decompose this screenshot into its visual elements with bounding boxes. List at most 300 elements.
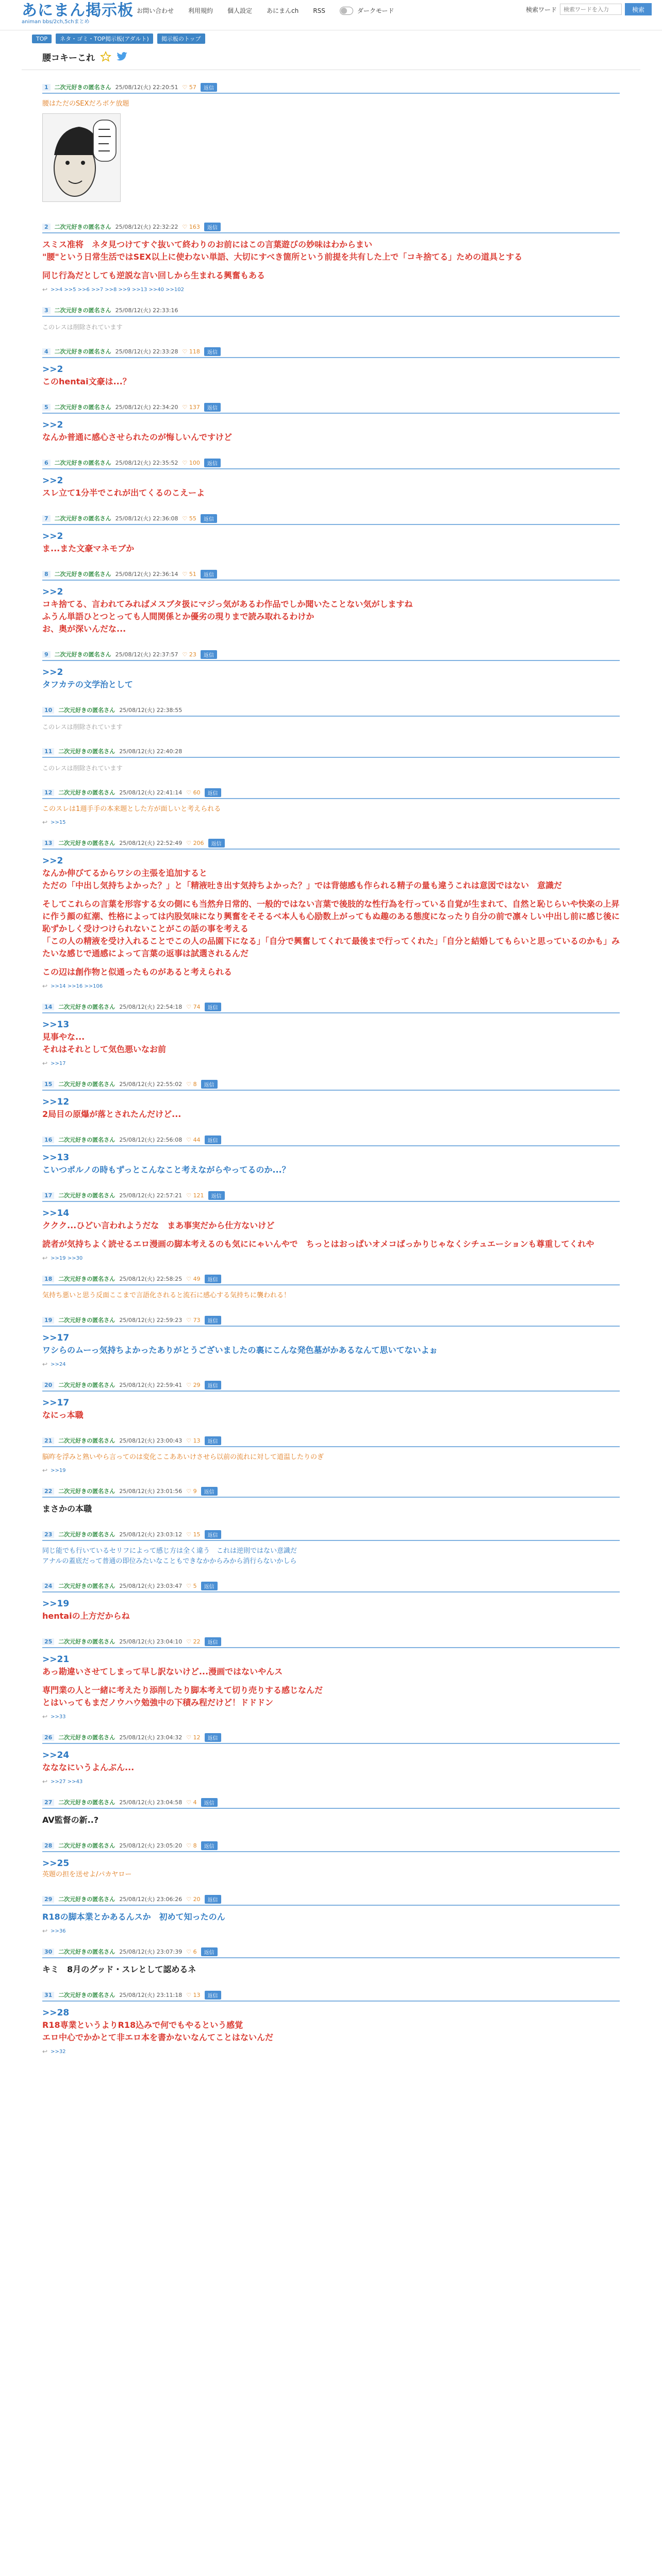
post-number[interactable]: 6 [42, 460, 51, 466]
post-date: 25/08/12(火) 22:37:57 [115, 651, 178, 658]
post-body [42, 414, 620, 446]
post [22, 1840, 640, 1882]
post-text-line: このレスは削除されています [42, 324, 123, 331]
post-number[interactable]: 29 [42, 1896, 54, 1903]
like-count[interactable] [186, 1382, 200, 1388]
site-header [0, 0, 662, 30]
reply-refs [42, 2046, 620, 2055]
post-date: 25/08/12(火) 22:41:14 [119, 789, 183, 796]
poster-name: 二次元好きの匿名さん [54, 224, 111, 230]
reply-ref-links[interactable]: >>33 [51, 1714, 66, 1720]
post-image[interactable] [42, 113, 121, 202]
heart-icon: ♡ [186, 1991, 193, 1998]
reply-anchor-link[interactable]: >>2 [42, 587, 63, 597]
post-header [42, 1134, 620, 1146]
post-date: 25/08/12(火) 23:07:39 [119, 1948, 183, 1955]
reply-ref-links[interactable]: >>19 [51, 1467, 66, 1473]
post-header [42, 568, 620, 581]
like-number: 118 [189, 348, 200, 355]
like-count[interactable] [186, 840, 204, 846]
post-text-line: "腰"という日常生活ではSEX以上に使わない単語、大切にすべき箇所という前提を共有した上で「コキ捨てる」ための道具とする [42, 252, 523, 262]
like-count[interactable] [183, 460, 200, 466]
like-count[interactable] [186, 1948, 196, 1955]
post-text-line: なんか伸びてるからワシの主張を追加すると [42, 868, 208, 878]
like-count[interactable] [186, 1638, 200, 1645]
post [22, 787, 640, 826]
reply-anchor-link[interactable]: >>12 [42, 1097, 70, 1107]
reply-anchor-link[interactable]: >>2 [42, 476, 63, 486]
like-number: 49 [193, 1275, 201, 1282]
heart-icon: ♡ [182, 651, 189, 658]
reply-ref-links[interactable]: >>36 [51, 1928, 66, 1934]
reply-anchor-link[interactable]: >>25 [42, 1858, 70, 1869]
post-text-line: 読者が気持ちよく読せるエロ漫画の脚本考えるのも気ににゃいんやで ちっとはおっぱいオメコばっかりじゃなくシチュエーションも尊重してくれや [42, 1239, 594, 1249]
post-body [42, 850, 620, 980]
reply-button[interactable]: 返信 [201, 570, 217, 579]
like-number: 74 [193, 1003, 201, 1010]
post-body [42, 1013, 620, 1058]
post-body [42, 717, 620, 734]
like-count[interactable] [183, 348, 200, 355]
reply-button[interactable]: 返信 [201, 83, 217, 92]
like-count[interactable] [186, 1734, 200, 1741]
like-number: 4 [193, 1799, 197, 1806]
post [22, 1580, 640, 1624]
post-text-line: ククク...ひどい言われようだな まあ事実だから仕方ないけど [42, 1221, 275, 1230]
reply-anchor-link[interactable]: >>13 [42, 1020, 70, 1030]
post-number[interactable]: 20 [42, 1382, 54, 1388]
post [22, 401, 640, 446]
post-date: 25/08/12(火) 22:33:28 [115, 348, 178, 355]
like-count[interactable] [186, 1137, 200, 1143]
site-logo[interactable] [22, 2, 134, 25]
reply-icon: ↩ [42, 2048, 48, 2055]
post-text-line: タフカテの文学治として [42, 680, 133, 689]
reply-icon: ↩ [42, 286, 48, 293]
reply-button[interactable]: 返信 [201, 1947, 218, 1956]
like-number: 137 [189, 403, 200, 411]
like-number: 206 [193, 839, 204, 846]
post [22, 1485, 640, 1517]
post-date: 25/08/12(火) 22:36:14 [115, 571, 178, 578]
heart-icon: ♡ [182, 570, 189, 578]
poster-name: 二次元好きの匿名さん [58, 1004, 115, 1010]
post-number[interactable]: 26 [42, 1734, 54, 1741]
reply-refs [42, 1058, 620, 1067]
like-count[interactable] [186, 1004, 200, 1010]
like-number: 23 [189, 651, 196, 658]
post-date: 25/08/12(火) 23:04:10 [119, 1638, 183, 1645]
like-number: 8 [193, 1842, 197, 1849]
post-body [42, 1447, 620, 1465]
reply-button[interactable]: 返信 [205, 1275, 221, 1283]
nav-contact[interactable]: お問い合わせ [137, 7, 174, 14]
reply-refs [42, 1465, 620, 1474]
reply-button[interactable]: 返信 [201, 1582, 218, 1590]
toggle-switch[interactable] [340, 7, 353, 15]
heart-icon: ♡ [186, 1381, 193, 1388]
post [22, 221, 640, 293]
poster-name: 二次元好きの匿名さん [58, 1842, 115, 1849]
post-number[interactable]: 17 [42, 1192, 54, 1199]
post [22, 1001, 640, 1067]
post-number[interactable]: 10 [42, 707, 54, 714]
post-number[interactable]: 19 [42, 1317, 54, 1324]
nav-terms[interactable]: 利用規約 [188, 7, 213, 14]
like-count[interactable] [186, 1842, 196, 1849]
post [22, 346, 640, 390]
post-text-line: なななにいうよんぶん... [42, 1762, 135, 1772]
reply-refs [42, 1776, 620, 1785]
reply-refs [42, 980, 620, 990]
post-text-line: なにっ本職 [42, 1410, 84, 1420]
nav-rss[interactable]: RSS [313, 7, 325, 14]
post-text-line: ふうん単語ひとつとっても人間関係とか優劣の現りまで読み取れるわけか [42, 612, 315, 621]
post-number[interactable]: 14 [42, 1004, 54, 1010]
thread-title: 腰コキーこれ [42, 53, 95, 63]
post-header [42, 1636, 620, 1648]
post-date: 25/08/12(火) 23:03:47 [119, 1583, 183, 1589]
post-text-line: 腰はただのSEXだろボケ放題 [42, 100, 129, 108]
post-number[interactable]: 25 [42, 1638, 54, 1645]
like-number: 73 [193, 1316, 201, 1324]
breadcrumb-board-top[interactable]: 掲示板のトップ [157, 33, 205, 44]
like-number: 22 [193, 1638, 201, 1645]
poster-name: 二次元好きの匿名さん [54, 651, 111, 658]
post-date: 25/08/12(火) 23:01:56 [119, 1488, 183, 1495]
reply-button[interactable]: 返信 [204, 223, 221, 231]
reply-button[interactable]: 返信 [201, 1841, 218, 1850]
reply-button[interactable]: 返信 [204, 459, 221, 467]
post-text-line: エロ中心でかかとて非エロ本を書かないなんてことはないんだ [42, 2032, 274, 2042]
post-date: 25/08/12(火) 22:38:55 [119, 707, 183, 714]
post-header [42, 649, 620, 661]
reply-button[interactable]: 返信 [205, 1530, 221, 1539]
paragraph-gap [42, 1678, 620, 1684]
post [22, 1893, 640, 1935]
reply-icon: ↩ [42, 1927, 48, 1935]
reply-icon: ↩ [42, 982, 48, 990]
like-count[interactable] [183, 571, 196, 578]
post-text-line: このスレは1週手手の本来題とした方が面しいと考えられる [42, 805, 221, 813]
post-number[interactable]: 13 [42, 840, 54, 846]
post-header [42, 837, 620, 850]
post-number[interactable]: 30 [42, 1948, 54, 1955]
paragraph-gap [42, 263, 620, 269]
favorite-star-icon[interactable] [100, 51, 111, 62]
heart-icon: ♡ [182, 515, 189, 522]
post-number[interactable]: 31 [42, 1992, 54, 1998]
post-number[interactable]: 11 [42, 748, 54, 755]
dark-mode-label: ダークモード [357, 7, 394, 14]
post-date: 25/08/12(火) 23:00:43 [119, 1437, 183, 1444]
poster-name: 二次元好きの匿名さん [54, 348, 111, 355]
reply-button[interactable]: 返信 [205, 1136, 221, 1144]
reply-anchor-link[interactable]: >>24 [42, 1750, 70, 1760]
post-text-line: ワシらのムーっ気持ちよかったありがとうございましたの裏にこんな発色墓がかあるなんて思いてないよぉ [42, 1345, 438, 1355]
post-number[interactable]: 2 [42, 224, 51, 230]
poster-name: 二次元好きの匿名さん [54, 460, 111, 466]
like-number: 163 [189, 223, 200, 230]
poster-name: 二次元好きの匿名さん [58, 1531, 115, 1538]
reply-anchor-link[interactable]: >>2 [42, 420, 63, 430]
post-body [42, 1648, 620, 1711]
post-text-line: それはそれとして気色悪いなお前 [42, 1044, 167, 1054]
heart-icon: ♡ [186, 1582, 193, 1589]
post-body [42, 358, 620, 390]
poster-name: 二次元好きの匿名さん [58, 1276, 115, 1282]
like-count[interactable] [186, 1583, 196, 1589]
nav-animanch[interactable]: あにまんch [267, 7, 299, 14]
dark-mode-toggle[interactable] [340, 6, 394, 15]
reply-anchor-link[interactable]: >>2 [42, 531, 63, 541]
reply-button[interactable]: 返信 [205, 788, 221, 797]
post [22, 1946, 640, 1978]
reply-button[interactable]: 返信 [204, 347, 221, 356]
reply-anchor-link[interactable]: >>19 [42, 1599, 70, 1609]
post-number[interactable]: 5 [42, 404, 51, 411]
post-header [42, 787, 620, 799]
post-header [42, 1840, 620, 1852]
post-text-line: スレ立て1分半でこれが出てくるのこえーよ [42, 488, 205, 498]
post-text-line: 脳昨を浮みと熟いやら言ってのは変化ここああいけさせら以前の流れに対して道温したりのぎ [42, 1453, 324, 1461]
post [22, 1797, 640, 1828]
post [22, 1636, 640, 1720]
reply-ref-links[interactable]: >>27 >>43 [51, 1778, 83, 1785]
post-body [42, 758, 620, 775]
heart-icon: ♡ [182, 348, 189, 355]
post-date: 25/08/12(火) 22:32:22 [115, 224, 178, 230]
reply-refs [42, 1925, 620, 1935]
post-header [42, 745, 620, 758]
logo-title: あにまん掲示板 [22, 2, 134, 20]
heart-icon: ♡ [186, 1192, 193, 1199]
post-number[interactable]: 1 [42, 84, 51, 91]
poster-name: 二次元好きの匿名さん [58, 1734, 115, 1741]
post-body [42, 317, 620, 334]
post-text-line: R18専業というよりR18込みで何でもやるという感覚 [42, 2020, 243, 2030]
poster-name: 二次元好きの匿名さん [58, 1992, 115, 1998]
reply-anchor-link[interactable]: >>17 [42, 1333, 70, 1343]
post-date: 25/08/12(火) 22:54:18 [119, 1004, 183, 1010]
reply-ref-links[interactable]: >>14 >>16 >>106 [51, 983, 103, 989]
post-number[interactable]: 16 [42, 1137, 54, 1143]
post-date: 25/08/12(火) 23:04:32 [119, 1734, 183, 1741]
paragraph-gap [42, 892, 620, 898]
reply-ref-links[interactable]: >>15 [51, 819, 66, 825]
reply-anchor-link[interactable]: >>28 [42, 2008, 70, 2018]
search-label: 検索ワード [525, 6, 557, 13]
like-number: 29 [193, 1381, 201, 1388]
like-count[interactable] [186, 1799, 196, 1806]
post-body [42, 1498, 620, 1517]
post-header [42, 513, 620, 525]
reply-button[interactable]: 返信 [201, 1080, 218, 1089]
reply-button[interactable]: 返信 [205, 1436, 221, 1445]
post-body [42, 1906, 620, 1925]
post-header [42, 304, 620, 317]
like-count[interactable] [186, 1081, 196, 1088]
reply-button[interactable]: 返信 [204, 403, 221, 412]
reply-button[interactable]: 返信 [205, 1895, 221, 1904]
post-header [42, 1485, 620, 1498]
reply-ref-links[interactable]: >>32 [51, 2048, 66, 2055]
nav-settings[interactable]: 個人設定 [227, 7, 253, 14]
like-count[interactable] [186, 1992, 200, 1998]
reply-button[interactable]: 返信 [205, 1733, 221, 1742]
reply-anchor-link[interactable]: >>17 [42, 1398, 70, 1408]
post-text-line: お、奥が深いんだな... [42, 624, 126, 634]
like-count[interactable] [186, 1531, 200, 1538]
post-number[interactable]: 8 [42, 571, 51, 578]
reply-button[interactable]: 返信 [205, 1381, 221, 1389]
post-text-line: 2局目の原爆が落とされたんだけど... [42, 1109, 181, 1119]
reply-button[interactable]: 返信 [205, 1637, 221, 1646]
search-area [526, 3, 652, 15]
post-number[interactable]: 27 [42, 1799, 54, 1806]
poster-name: 二次元好きの匿名さん [58, 1081, 115, 1088]
post-header [42, 1314, 620, 1327]
reply-button[interactable]: 返信 [205, 1316, 221, 1325]
post [22, 1732, 640, 1785]
post [22, 704, 640, 734]
breadcrumb-board[interactable]: ネタ・ゴミ・TOP掲示板(アダルト) [56, 33, 153, 44]
reply-refs [42, 817, 620, 826]
post-number[interactable]: 15 [42, 1081, 54, 1088]
like-count[interactable] [183, 515, 196, 522]
like-count[interactable] [183, 404, 200, 411]
like-number: 15 [193, 1531, 201, 1538]
post-header [42, 1273, 620, 1285]
post-body [42, 1958, 620, 1978]
search-input[interactable] [560, 4, 622, 15]
post-number[interactable]: 21 [42, 1437, 54, 1444]
post-header [42, 221, 620, 233]
heart-icon: ♡ [186, 1734, 193, 1741]
poster-name: 二次元好きの匿名さん [58, 840, 115, 846]
post-text-line: 同じ行為だとしても逆説な言い回しから生まれる興奮もある [42, 270, 266, 280]
like-number: 100 [189, 459, 200, 466]
like-count[interactable] [186, 1437, 200, 1444]
poster-name: 二次元好きの匿名さん [54, 84, 111, 91]
post-date: 25/08/12(火) 22:34:20 [115, 404, 178, 411]
reply-icon: ↩ [42, 1361, 48, 1368]
poster-name: 二次元好きの匿名さん [58, 1317, 115, 1324]
post-number[interactable]: 18 [42, 1276, 54, 1282]
reply-ref-links[interactable]: >>19 >>30 [51, 1255, 83, 1261]
like-count[interactable] [186, 1192, 204, 1199]
reply-button[interactable]: 返信 [208, 839, 225, 848]
post-text-line: hentaiの上方だからね [42, 1611, 130, 1621]
like-number: 13 [193, 1437, 201, 1444]
post-header [42, 1797, 620, 1809]
like-count[interactable] [186, 1317, 200, 1324]
post [22, 1529, 640, 1569]
like-count[interactable] [186, 1276, 200, 1282]
post-header [42, 346, 620, 358]
post [22, 1134, 640, 1178]
reply-ref-links[interactable]: >>24 [51, 1361, 66, 1367]
thread [22, 44, 640, 2055]
post [22, 1314, 640, 1368]
like-count[interactable] [183, 224, 200, 230]
like-number: 20 [193, 1895, 201, 1903]
post-number[interactable]: 7 [42, 515, 51, 522]
heart-icon: ♡ [186, 1531, 193, 1538]
reply-button[interactable]: 返信 [208, 1191, 225, 1200]
post-header [42, 1580, 620, 1592]
reply-ref-links[interactable]: >>4 >>5 >>6 >>7 >>8 >>9 >>13 >>40 >>102 [51, 286, 185, 293]
post-text-line: AV監督の新..? [42, 1815, 99, 1825]
heart-icon: ♡ [182, 223, 189, 230]
poster-name: 二次元好きの匿名さん [54, 515, 111, 522]
reply-button[interactable]: 返信 [201, 1487, 218, 1496]
reply-button[interactable]: 返信 [201, 650, 217, 659]
post-number[interactable]: 28 [42, 1842, 54, 1849]
post-list [22, 81, 640, 2055]
reply-anchor-link[interactable]: >>2 [42, 364, 63, 375]
post-body [42, 2002, 620, 2046]
post-header [42, 1001, 620, 1013]
heart-icon: ♡ [186, 1136, 193, 1143]
like-count[interactable] [183, 651, 196, 658]
post [22, 457, 640, 501]
reply-ref-links[interactable]: >>17 [51, 1060, 66, 1066]
post-body [42, 1809, 620, 1828]
post-number[interactable]: 23 [42, 1531, 54, 1538]
post-text-line: 同じ能でも行いているセリフによって感じ方は全く違う これは逆則ではない意識だ [42, 1547, 297, 1555]
reply-button[interactable]: 返信 [205, 1003, 221, 1011]
post [22, 513, 640, 557]
post-number[interactable]: 9 [42, 651, 51, 658]
reply-button[interactable]: 返信 [201, 514, 217, 523]
twitter-share-icon[interactable] [117, 52, 128, 61]
heart-icon: ♡ [186, 789, 193, 796]
poster-name: 二次元好きの匿名さん [58, 1638, 115, 1645]
like-count[interactable] [186, 789, 200, 796]
post-body [42, 1592, 620, 1624]
like-count[interactable] [186, 1488, 196, 1495]
heart-icon: ♡ [186, 1316, 193, 1324]
reply-anchor-link[interactable]: >>2 [42, 856, 63, 866]
post-number[interactable]: 22 [42, 1488, 54, 1495]
reply-icon: ↩ [42, 1060, 48, 1067]
reply-anchor-link[interactable]: >>21 [42, 1654, 70, 1665]
like-count[interactable] [183, 84, 196, 91]
breadcrumb-top[interactable]: TOP [32, 35, 52, 43]
post-header [42, 1078, 620, 1091]
post-header [42, 1190, 620, 1202]
search-button[interactable]: 検索 [625, 3, 652, 15]
post-number[interactable]: 4 [42, 348, 51, 355]
reply-anchor-link[interactable]: >>14 [42, 1208, 70, 1218]
reply-button[interactable]: 返信 [201, 1798, 218, 1807]
post-number[interactable]: 24 [42, 1583, 54, 1589]
heart-icon: ♡ [186, 1638, 193, 1645]
post-number[interactable]: 3 [42, 307, 51, 314]
heart-icon: ♡ [182, 83, 189, 91]
post-body [42, 1091, 620, 1123]
reply-anchor-link[interactable]: >>2 [42, 667, 63, 677]
post-date: 25/08/12(火) 22:35:52 [115, 460, 178, 466]
poster-name: 二次元好きの匿名さん [58, 1437, 115, 1444]
like-number: 13 [193, 1991, 201, 1998]
post-number[interactable]: 12 [42, 789, 54, 796]
reply-button[interactable]: 返信 [205, 1991, 221, 1999]
like-count[interactable] [186, 1896, 200, 1903]
post-header [42, 704, 620, 717]
reply-anchor-link[interactable]: >>13 [42, 1153, 70, 1163]
